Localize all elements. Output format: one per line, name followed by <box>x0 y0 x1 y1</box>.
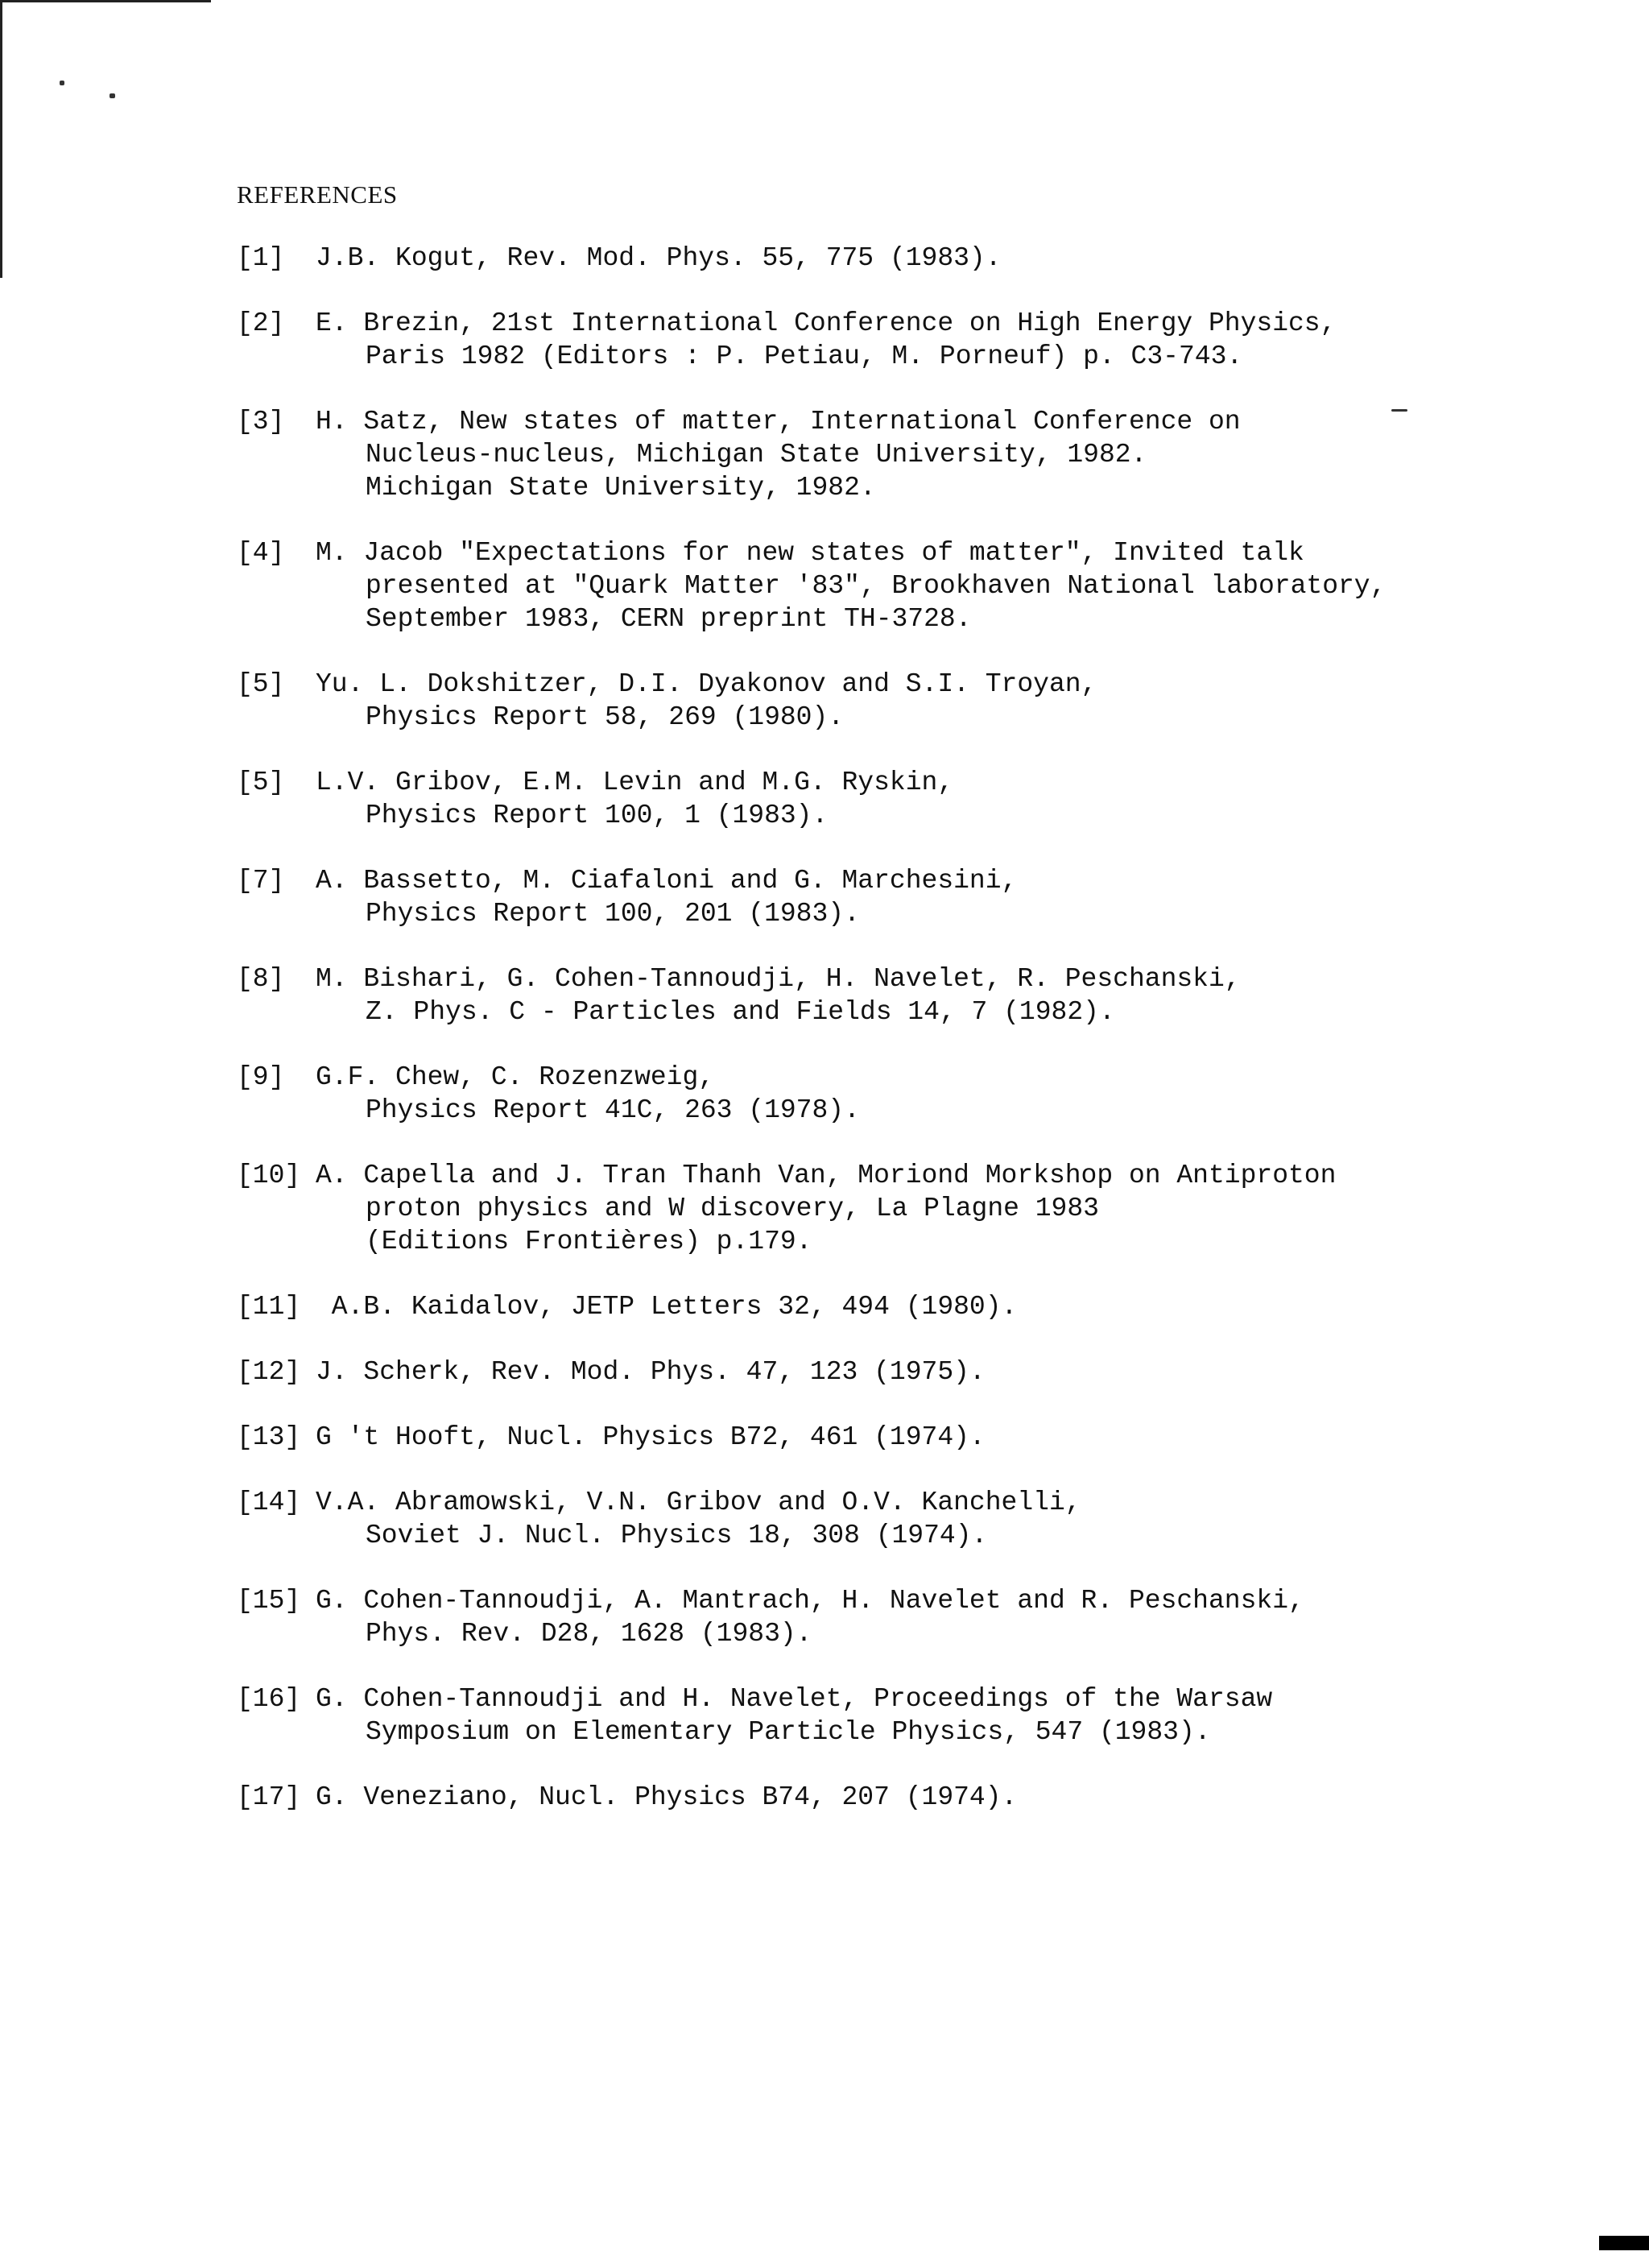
reference-line: Soviet J. Nucl. Physics 18, 308 (1974). <box>366 1521 988 1550</box>
reference-number: [9] <box>237 1062 285 1092</box>
reference-text <box>316 1781 1428 1814</box>
reference-number: [13] <box>237 1422 301 1452</box>
scan-speck <box>60 81 64 85</box>
reference-item <box>237 307 1428 373</box>
reference-line: September 1983, CERN preprint TH-3728. <box>366 604 972 634</box>
reference-item <box>237 766 1428 832</box>
reference-line: A.B. Kaidalov, JETP Letters 32, 494 (1980). <box>316 1292 1018 1322</box>
reference-item <box>237 1584 1428 1650</box>
reference-line: M. Bishari, G. Cohen-Tannoudji, H. Navelet, R. Peschanski, <box>316 964 1241 994</box>
reference-text <box>316 766 1428 832</box>
reference-number: [16] <box>237 1684 301 1714</box>
reference-item <box>237 405 1428 504</box>
reference-list <box>237 242 1428 1846</box>
reference-line: (Editions Frontières) p.179. <box>366 1227 812 1256</box>
reference-line: proton physics and W discovery, La Plagne 1983 <box>366 1194 1099 1223</box>
scan-border-left <box>0 0 2 278</box>
reference-number: [3] <box>237 407 285 437</box>
reference-number: [14] <box>237 1488 301 1517</box>
reference-line: A. Bassetto, M. Ciafaloni and G. Marchesini, <box>316 866 1018 896</box>
reference-item <box>237 668 1428 734</box>
reference-number: [7] <box>237 866 285 896</box>
reference-line: G. Cohen-Tannoudji, A. Mantrach, H. Navelet and R. Peschanski, <box>316 1586 1304 1616</box>
scan-edge-mark <box>1599 2236 1649 2250</box>
reference-line: G 't Hooft, Nucl. Physics B72, 461 (1974). <box>316 1422 986 1452</box>
reference-number: [10] <box>237 1161 301 1190</box>
reference-line: A. Capella and J. Tran Thanh Van, Moriond Morkshop on Antiproton <box>316 1161 1337 1190</box>
reference-text <box>316 1355 1428 1389</box>
reference-line: Symposium on Elementary Particle Physics, 547 (1983). <box>366 1717 1211 1747</box>
reference-item <box>237 1421 1428 1454</box>
reference-line: Physics Report 100, 201 (1983). <box>366 899 860 929</box>
reference-text <box>316 1159 1428 1258</box>
reference-line: Nucleus-nucleus, Michigan State University, 1982. <box>366 440 1147 470</box>
reference-item <box>237 1486 1428 1552</box>
reference-text <box>316 1584 1428 1650</box>
reference-item <box>237 1159 1428 1258</box>
scan-speck <box>110 93 115 98</box>
reference-line: Yu. L. Dokshitzer, D.I. Dyakonov and S.I. Troyan, <box>316 669 1097 699</box>
reference-line: E. Brezin, 21st International Conference on High Energy Physics, <box>316 308 1337 338</box>
reference-number: [4] <box>237 538 285 568</box>
reference-line: Z. Phys. C - Particles and Fields 14, 7 (1982). <box>366 997 1115 1027</box>
reference-item <box>237 536 1428 635</box>
reference-line: Phys. Rev. D28, 1628 (1983). <box>366 1619 812 1649</box>
reference-number: [1] <box>237 243 285 273</box>
reference-item <box>237 962 1428 1028</box>
reference-item <box>237 242 1428 275</box>
reference-line: V.A. Abramowski, V.N. Gribov and O.V. Kanchelli, <box>316 1488 1081 1517</box>
reference-line: Physics Report 58, 269 (1980). <box>366 702 845 732</box>
reference-line: presented at "Quark Matter '83", Brookhaven National laboratory, <box>366 571 1387 601</box>
reference-number: [5] <box>237 768 285 797</box>
reference-text <box>316 242 1428 275</box>
reference-line: J.B. Kogut, Rev. Mod. Phys. 55, 775 (1983). <box>316 243 1002 273</box>
reference-line: Paris 1982 (Editors : P. Petiau, M. Porneuf) p. C3-743. <box>366 341 1243 371</box>
reference-text <box>316 668 1428 734</box>
reference-number: [17] <box>237 1782 301 1812</box>
reference-line: H. Satz, New states of matter, International Conference on <box>316 407 1241 437</box>
reference-item <box>237 1290 1428 1323</box>
reference-text <box>316 1421 1428 1454</box>
reference-text <box>316 536 1428 635</box>
reference-text <box>316 1682 1428 1749</box>
reference-text <box>316 1290 1428 1323</box>
reference-number: [5] <box>237 669 285 699</box>
reference-line: G.F. Chew, C. Rozenzweig, <box>316 1062 715 1092</box>
reference-number: [11] <box>237 1292 301 1322</box>
reference-line: Physics Report 100, 1 (1983). <box>366 801 829 830</box>
scan-border-top <box>0 0 211 2</box>
reference-item <box>237 1682 1428 1749</box>
reference-text <box>316 307 1428 373</box>
reference-text <box>316 1486 1428 1552</box>
reference-number: [12] <box>237 1357 301 1387</box>
reference-line: Michigan State University, 1982. <box>366 473 876 503</box>
reference-item <box>237 1355 1428 1389</box>
reference-number: [2] <box>237 308 285 338</box>
reference-text <box>316 1061 1428 1127</box>
reference-line: M. Jacob "Expectations for new states of matter", Invited talk <box>316 538 1304 568</box>
reference-item <box>237 1061 1428 1127</box>
reference-number: [8] <box>237 964 285 994</box>
reference-line: L.V. Gribov, E.M. Levin and M.G. Ryskin, <box>316 768 954 797</box>
reference-item <box>237 1781 1428 1814</box>
reference-text <box>316 405 1428 504</box>
reference-line: G. Cohen-Tannoudji and H. Navelet, Proceedings of the Warsaw <box>316 1684 1273 1714</box>
reference-text <box>316 962 1428 1028</box>
reference-number: [15] <box>237 1586 301 1616</box>
references-heading: REFERENCES <box>237 180 398 209</box>
reference-text <box>316 864 1428 930</box>
reference-line: G. Veneziano, Nucl. Physics B74, 207 (1974). <box>316 1782 1018 1812</box>
reference-line: J. Scherk, Rev. Mod. Phys. 47, 123 (1975). <box>316 1357 986 1387</box>
reference-item <box>237 864 1428 930</box>
reference-line: Physics Report 41C, 263 (1978). <box>366 1095 860 1125</box>
